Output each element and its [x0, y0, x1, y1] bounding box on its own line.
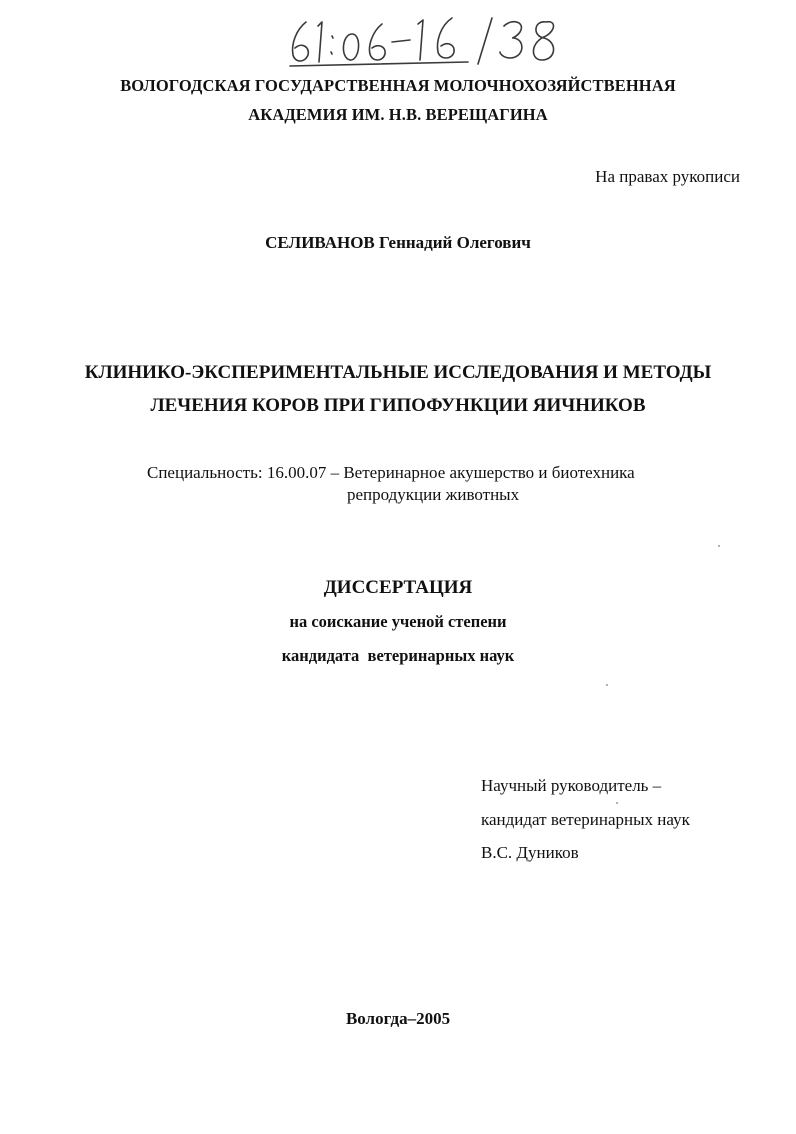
- institution-line-2: АКАДЕМИЯ ИМ. Н.В. ВЕРЕЩАГИНА: [248, 105, 548, 124]
- scan-speck: [616, 802, 618, 804]
- thesis-title-line-1: КЛИНИКО-ЭКСПЕРИМЕНТАЛЬНЫЕ ИССЛЕДОВАНИЯ И МЕТОДЫ: [84, 362, 712, 383]
- scan-speck: [718, 545, 720, 547]
- institution-line-1: ВОЛОГОДСКАЯ ГОСУДАРСТВЕННАЯ МОЛОЧНОХОЗЯЙСТВЕННАЯ: [120, 76, 676, 95]
- thesis-title-line-2: ЛЕЧЕНИЯ КОРОВ ПРИ ГИПОФУНКЦИИ ЯИЧНИКОВ: [150, 395, 646, 416]
- manuscript-note: На правах рукописи: [595, 167, 740, 186]
- handwritten-archive-number: [0, 0, 796, 80]
- author-name: СЕЛИВАНОВ Геннадий Олегович: [265, 233, 531, 252]
- supervisor-name: В.С. Дуников: [481, 843, 579, 862]
- specialty-line-1: Специальность: 16.00.07 – Ветеринарное акушерство и биотехника: [147, 463, 635, 482]
- supervisor-role: Научный руководитель –: [481, 776, 662, 795]
- dissertation-subline-1: на соискание ученой степени: [289, 612, 507, 631]
- dissertation-subline-2: кандидата ветеринарных наук: [281, 646, 515, 665]
- dissertation-heading: ДИССЕРТАЦИЯ: [323, 577, 473, 598]
- place-year: Вологда–2005: [345, 1009, 451, 1028]
- handwritten-archive-text: 61:06-16/38: [0, 0, 5, 1]
- supervisor-degree: кандидат ветеринарных наук: [481, 810, 690, 829]
- specialty-line-2: репродукции животных: [347, 485, 520, 504]
- scan-speck: [606, 684, 608, 686]
